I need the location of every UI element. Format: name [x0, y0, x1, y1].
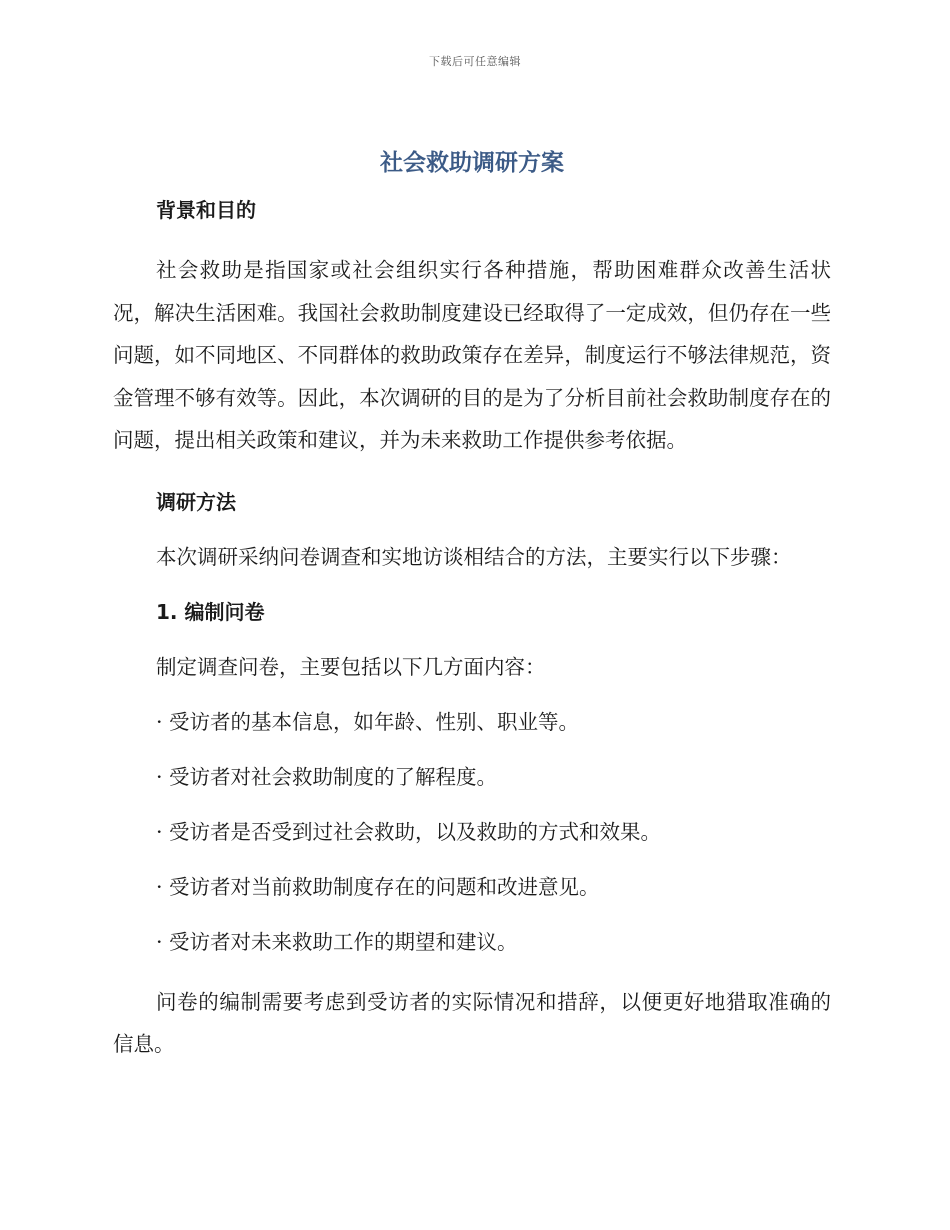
background-paragraph: 社会救助是指国家或社会组织实行各种措施，帮助困难群众改善生活状况，解决生活困难。我国社会救助制度建设已经取得了一定成效，但仍存在一些问题，如不同地区、不同群体的救助政策存在差异，制度运行不够法律规范，资金管理不够有效等。因此，本次调研的目的是为了分析目前社会救助制度存在的问题，提出相关政策和建议，并为未来救助工作提供参考依据。: [113, 258, 831, 452]
method-intro: 本次调研采纳问卷调查和实地访谈相结合的方法，主要实行以下步骤：: [156, 544, 792, 569]
questionnaire-closing: 问卷的编制需要考虑到受访者的实际情况和措辞，以便更好地猎取准确的信息。: [113, 989, 831, 1056]
bullet-item: · 受访者是否受到过社会救助，以及救助的方式和效果。: [156, 819, 662, 844]
bullet-item: · 受访者对当前救助制度存在的问题和改进意见。: [156, 874, 600, 899]
bullet-item: · 受访者对社会救助制度的了解程度。: [156, 764, 498, 789]
page-header-note: 下载后可任意编辑: [429, 55, 521, 68]
step-heading-questionnaire: 1. 编制问卷: [156, 599, 265, 624]
section-heading-background: 背景和目的: [156, 198, 256, 222]
section-heading-method: 调研方法: [156, 489, 236, 514]
document-body: [113, 146, 831, 1066]
document-title: 社会救助调研方案: [380, 150, 564, 176]
questionnaire-intro: 制定调查问卷，主要包括以下几方面内容：: [156, 654, 546, 679]
bullet-item: · 受访者对未来救助工作的期望和建议。: [156, 929, 518, 954]
bullet-item: · 受访者的基本信息，如年龄、性别、职业等。: [156, 709, 580, 734]
